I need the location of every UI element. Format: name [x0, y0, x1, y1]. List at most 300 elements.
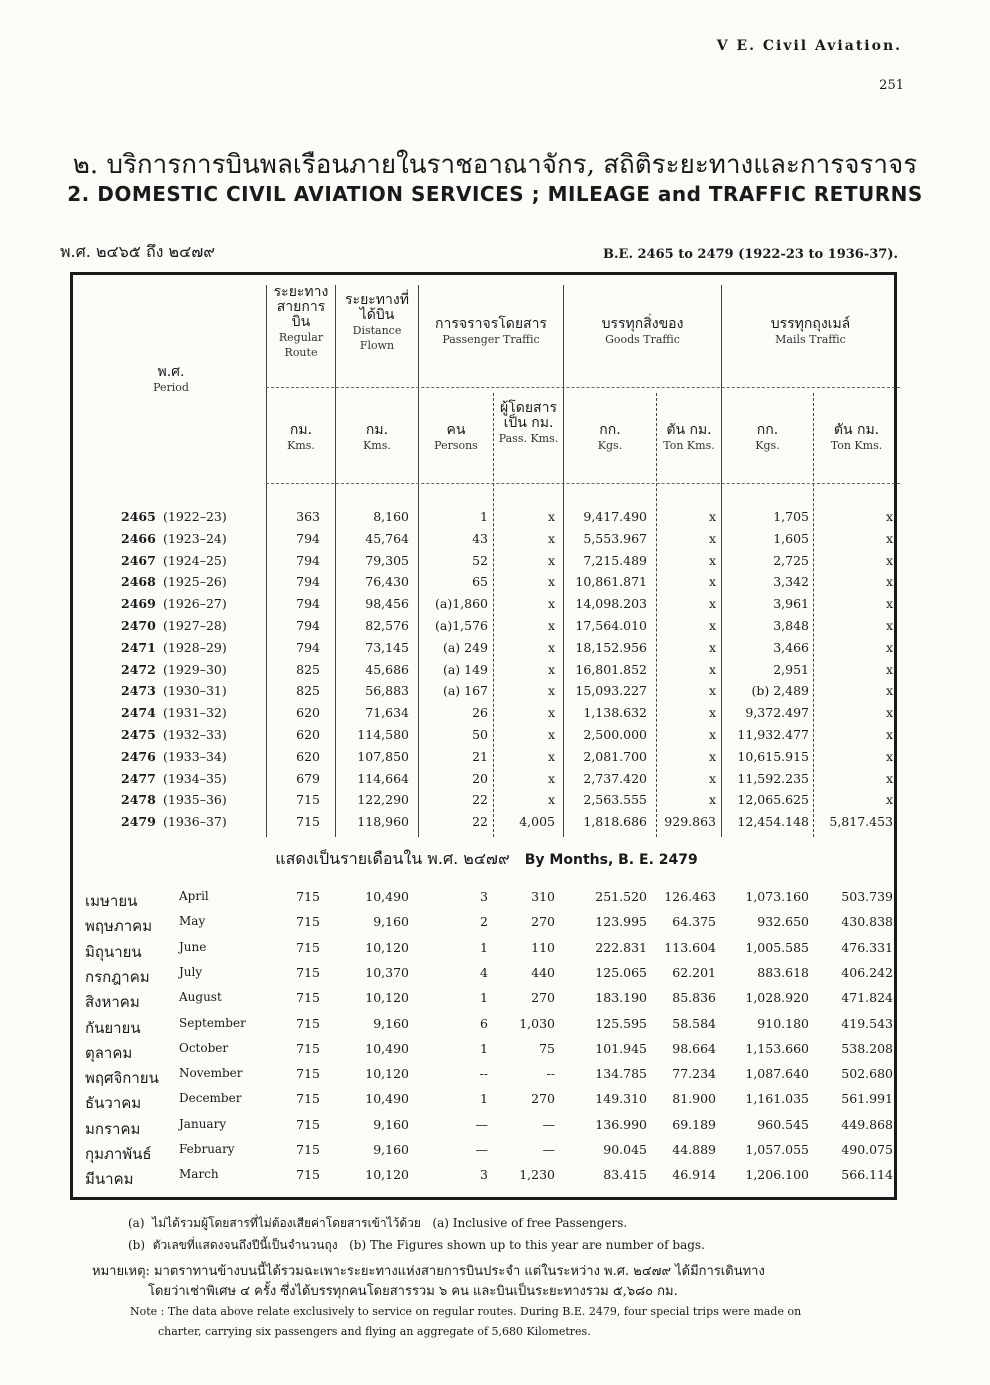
month-row [73, 1142, 900, 1164]
page-number: 251 [879, 78, 904, 93]
cell-route: 679 [296, 770, 320, 786]
cell-persons: 4 [480, 964, 488, 980]
running-head: V E. Civil Aviation. [716, 38, 902, 54]
cell-persons: 1 [480, 990, 488, 1006]
year-be: 2473 [121, 683, 156, 699]
year-row [73, 771, 900, 793]
cell-mails-tkm: 406.242 [841, 964, 893, 980]
cell-goods-tkm: x [708, 552, 716, 568]
cell-persons: 22 [472, 792, 488, 808]
cell-goods-tkm: x [708, 574, 716, 590]
cell-flown: 9,160 [373, 914, 409, 930]
cell-mails-tkm: x [885, 574, 893, 590]
cell-goods-tkm: 44.889 [672, 1142, 716, 1157]
year-be: 2468 [121, 574, 156, 590]
cell-pass-kms: x [547, 792, 555, 808]
month-english: June [179, 939, 207, 954]
year-period: (1931–32) [163, 705, 227, 721]
cell-pass-kms: x [547, 596, 555, 612]
header-goods-traffic: บรรทุกสิ่งของ Goods Traffic [601, 316, 684, 346]
year-period: (1936–37) [163, 814, 227, 830]
cell-route: 715 [296, 792, 320, 808]
cell-goods-kgs: 1,818.686 [583, 814, 647, 830]
unit-goods-ton-kms: ตัน กม. Ton Kms. [663, 422, 715, 452]
cell-flown: 45,764 [365, 530, 409, 546]
month-row [73, 965, 900, 987]
cell-mails-kgs: 1,087.640 [745, 1066, 809, 1082]
year-period: (1925–26) [163, 574, 227, 590]
month-english: August [179, 990, 222, 1005]
cell-mails-kgs: 960.545 [757, 1116, 809, 1132]
cell-pass-kms: 1,030 [519, 1015, 555, 1031]
month-row [73, 1016, 900, 1038]
cell-mails-tkm: x [885, 770, 893, 786]
year-be: 2465 [121, 509, 156, 524]
year-row [73, 662, 900, 684]
cell-goods-kgs: 17,564.010 [575, 618, 647, 633]
cell-flown: 71,634 [365, 705, 409, 721]
year-period: (1924–25) [163, 552, 227, 568]
cell-pass-kms: 270 [531, 990, 555, 1006]
cell-goods-kgs: 5,553.967 [583, 530, 647, 546]
cell-goods-tkm: x [708, 509, 716, 524]
unit-persons: คน Persons [434, 422, 478, 452]
cell-route: 715 [296, 1167, 320, 1183]
cell-persons: (a)1,576 [435, 618, 488, 633]
cell-flown: 98,456 [365, 596, 409, 612]
unit-pass-kms: ผู้โดยสาร เป็น กม. Pass. Kms. [498, 400, 559, 445]
cell-goods-tkm: x [708, 596, 716, 612]
cell-mails-tkm: x [885, 618, 893, 633]
cell-mails-tkm: x [885, 596, 893, 612]
cell-route: 620 [296, 705, 320, 721]
cell-pass-kms: x [547, 683, 555, 699]
cell-route: 794 [296, 618, 320, 633]
cell-goods-kgs: 2,500.000 [583, 727, 647, 742]
cell-pass-kms: x [547, 748, 555, 764]
cell-pass-kms: — [542, 1142, 555, 1157]
cell-goods-tkm: 126.463 [664, 889, 716, 904]
cell-route: 715 [296, 939, 320, 955]
cell-mails-tkm: x [885, 705, 893, 721]
month-row [73, 1066, 900, 1088]
cell-mails-kgs: 11,932.477 [737, 727, 809, 742]
cell-goods-tkm: x [708, 661, 716, 677]
cell-persons: 3 [480, 889, 488, 904]
cell-persons: -- [479, 1066, 488, 1082]
cell-goods-kgs: 2,563.555 [583, 792, 647, 808]
cell-route: 715 [296, 964, 320, 980]
cell-flown: 10,490 [365, 1040, 409, 1056]
year-be: 2475 [121, 727, 156, 742]
month-row [73, 1167, 900, 1189]
year-row [73, 727, 900, 749]
cell-pass-kms: 110 [531, 939, 555, 955]
cell-goods-tkm: 62.201 [672, 964, 716, 980]
cell-goods-kgs: 183.190 [595, 990, 647, 1006]
month-row [73, 1091, 900, 1113]
cell-mails-tkm: x [885, 661, 893, 677]
note-thai-line-1: หมายเหตุ: มาตราทานข้างบนนี้ได้รวมฉะเพาะระยะทางแห่งสายการบินประจำ แต่ในระหว่าง พ.ศ. ๒๔๗๙ ได้มีการเดินทาง [92, 1264, 765, 1279]
cell-flown: 56,883 [365, 683, 409, 699]
statistics-table [70, 272, 897, 1200]
year-be: 2466 [121, 530, 156, 546]
year-row [73, 640, 900, 662]
cell-persons: 2 [480, 914, 488, 930]
cell-flown: 9,160 [373, 1142, 409, 1157]
cell-pass-kms: x [547, 574, 555, 590]
month-row [73, 1117, 900, 1139]
month-row [73, 889, 900, 911]
cell-persons: — [475, 1142, 488, 1157]
cell-persons: — [475, 1116, 488, 1132]
month-row [73, 990, 900, 1012]
cell-goods-kgs: 134.785 [595, 1066, 647, 1082]
cell-goods-kgs: 101.945 [595, 1040, 647, 1056]
month-thai: ตุลาคม [85, 1043, 133, 1062]
note-thai-line-2: โดยว่าเช่าพิเศษ ๔ ครั้ง ซึ่งได้บรรทุกคนโดยสารรวม ๖ คน และบินเป็นระยะทางรวม ๕,๖๘๐ กม. [148, 1284, 678, 1299]
cell-persons: 50 [472, 727, 488, 742]
cell-pass-kms: x [547, 705, 555, 721]
month-thai: สิงหาคม [85, 993, 140, 1012]
cell-flown: 10,120 [365, 939, 409, 955]
year-period: (1922–23) [163, 509, 227, 524]
cell-pass-kms: -- [546, 1066, 555, 1082]
footnote-b: (b) ตัวเลขที่แสดงจนถึงปีนี้เป็นจำนวนถุง (b) The Figures shown up to this year are number of bags. [128, 1238, 705, 1252]
cell-pass-kms: 75 [539, 1040, 555, 1056]
header-distance-flown: ระยะทางที่ ได้บิน Distance Flown [345, 292, 409, 352]
cell-pass-kms: 270 [531, 914, 555, 930]
cell-route: 794 [296, 530, 320, 546]
year-be: 2467 [121, 552, 156, 568]
cell-mails-kgs: 1,153.660 [745, 1040, 809, 1056]
cell-pass-kms: 4,005 [519, 814, 555, 830]
month-row [73, 940, 900, 962]
cell-mails-tkm: 430.838 [841, 914, 893, 930]
cell-goods-kgs: 251.520 [595, 889, 647, 904]
cell-mails-tkm: 566.114 [841, 1167, 893, 1183]
cell-route: 715 [296, 1142, 320, 1157]
month-row [73, 1041, 900, 1063]
cell-mails-kgs: 1,161.035 [745, 1091, 809, 1107]
cell-persons: 1 [480, 509, 488, 524]
year-row [73, 792, 900, 814]
cell-mails-kgs: (b) 2,489 [751, 683, 809, 699]
cell-mails-kgs: 1,073.160 [745, 889, 809, 904]
month-thai: เมษายน [85, 892, 138, 910]
cell-mails-kgs: 12,065.625 [737, 792, 809, 808]
cell-mails-tkm: x [885, 639, 893, 655]
cell-route: 715 [296, 990, 320, 1006]
cell-persons: 20 [472, 770, 488, 786]
cell-flown: 73,145 [365, 639, 409, 655]
month-english: May [179, 914, 206, 929]
note-english-line-1: Note : The data above relate exclusively to service on regular routes. During B.E. 2479, four special trips were made on [130, 1305, 802, 1318]
title-thai: ๒. บริการการบินพลเรือนภายในราชอาณาจักร, สถิติระยะทางและการจราจร [72, 150, 918, 180]
year-row [73, 596, 900, 618]
cell-route: 715 [296, 1066, 320, 1082]
cell-mails-kgs: 2,725 [773, 552, 809, 568]
cell-goods-kgs: 125.595 [595, 1015, 647, 1031]
month-thai: ธันวาคม [85, 1094, 142, 1113]
cell-persons: (a) 249 [442, 639, 488, 655]
cell-goods-kgs: 123.995 [595, 914, 647, 930]
cell-goods-kgs: 1,138.632 [583, 705, 647, 721]
month-english: February [179, 1142, 235, 1156]
year-be: 2477 [121, 770, 156, 786]
cell-mails-tkm: x [885, 748, 893, 764]
cell-mails-kgs: 1,057.055 [745, 1142, 809, 1157]
month-thai: มกราคม [85, 1119, 141, 1138]
cell-goods-kgs: 15,093.227 [575, 683, 647, 699]
cell-mails-tkm: x [885, 509, 893, 524]
year-be: 2469 [121, 596, 156, 612]
year-period: (1933–34) [163, 748, 227, 764]
cell-route: 715 [296, 1040, 320, 1056]
cell-mails-kgs: 10,615.915 [737, 748, 809, 764]
cell-mails-tkm: 471.824 [841, 990, 893, 1006]
cell-goods-tkm: 64.375 [672, 914, 716, 930]
cell-goods-tkm: x [708, 792, 716, 808]
cell-goods-kgs: 14,098.203 [575, 596, 647, 612]
year-row [73, 531, 900, 553]
cell-pass-kms: x [547, 509, 555, 524]
period-thai: พ.ศ. ๒๔๖๕ ถึง ๒๔๗๙ [60, 242, 215, 261]
cell-goods-tkm: 929.863 [664, 814, 716, 830]
cell-mails-kgs: 3,342 [773, 574, 809, 590]
title-english: 2. DOMESTIC CIVIL AVIATION SERVICES ; MILEAGE and TRAFFIC RETURNS [67, 182, 923, 206]
month-row [73, 914, 900, 936]
cell-pass-kms: — [542, 1116, 555, 1132]
cell-goods-kgs: 136.990 [595, 1116, 647, 1132]
cell-goods-kgs: 16,801.852 [575, 661, 647, 677]
header-period: พ.ศ. Period [153, 364, 189, 394]
unit-route: กม. Kms. [287, 422, 315, 452]
cell-flown: 122,290 [357, 792, 409, 808]
cell-persons: 22 [472, 814, 488, 830]
month-thai: กันยายน [85, 1018, 141, 1037]
months-caption [73, 847, 900, 872]
footnote-a: (a) ไม่ได้รวมผู้โดยสารที่ไม่ต้องเสียค่าโดยสารเข้าไว้ด้วย (a) Inclusive of free Passengers. [128, 1216, 628, 1230]
footnotes [128, 1212, 705, 1256]
cell-flown: 10,490 [365, 889, 409, 904]
year-period: (1923–24) [163, 530, 227, 546]
cell-persons: 1 [480, 939, 488, 955]
cell-persons: 43 [472, 530, 488, 546]
cell-pass-kms: 270 [531, 1091, 555, 1107]
cell-pass-kms: x [547, 618, 555, 633]
cell-mails-kgs: 883.618 [757, 964, 809, 980]
cell-mails-tkm: x [885, 552, 893, 568]
cell-pass-kms: x [547, 727, 555, 742]
cell-goods-tkm: x [708, 639, 716, 655]
cell-mails-kgs: 932.650 [757, 914, 809, 930]
year-period: (1929–30) [163, 661, 227, 677]
unit-mails-ton-kms: ตัน กม. Ton Kms. [830, 422, 883, 452]
cell-route: 794 [296, 596, 320, 612]
note [92, 1262, 922, 1342]
cell-goods-tkm: x [708, 727, 716, 742]
cell-goods-kgs: 149.310 [595, 1091, 647, 1107]
cell-mails-tkm: 476.331 [841, 939, 893, 955]
cell-goods-tkm: x [708, 748, 716, 764]
cell-pass-kms: x [547, 770, 555, 786]
cell-pass-kms: x [547, 552, 555, 568]
unit-mails-kgs: กก. Kgs. [755, 422, 780, 452]
cell-goods-tkm: x [708, 705, 716, 721]
cell-flown: 9,160 [373, 1116, 409, 1132]
month-thai: มีนาคม [85, 1170, 134, 1189]
cell-persons: 26 [472, 705, 488, 721]
year-row [73, 705, 900, 727]
cell-goods-tkm: 77.234 [672, 1066, 716, 1082]
month-english: March [179, 1167, 219, 1182]
cell-mails-kgs: 3,848 [773, 618, 809, 633]
month-thai: มิถุนายน [85, 942, 142, 961]
cell-route: 825 [296, 661, 320, 677]
cell-mails-tkm: 5,817.453 [829, 814, 893, 830]
cell-mails-kgs: 12,454.148 [737, 814, 809, 830]
header-passenger-traffic: การจราจรโดยสาร Passenger Traffic [435, 316, 547, 346]
cell-mails-tkm: 502.680 [841, 1066, 893, 1082]
cell-goods-tkm: x [708, 618, 716, 633]
cell-mails-kgs: 3,466 [773, 639, 809, 655]
cell-mails-tkm: 538.208 [841, 1040, 893, 1056]
cell-persons: 65 [472, 574, 488, 590]
month-english: January [179, 1116, 227, 1131]
cell-route: 715 [296, 1015, 320, 1031]
cell-goods-tkm: 98.664 [672, 1040, 716, 1056]
cell-mails-tkm: 503.739 [841, 889, 893, 904]
cell-route: 794 [296, 552, 320, 568]
cell-persons: 1 [480, 1040, 488, 1056]
cell-goods-tkm: x [708, 530, 716, 546]
cell-mails-tkm: x [885, 683, 893, 699]
month-thai: พฤษภาคม [85, 917, 153, 936]
month-english: April [179, 889, 209, 903]
cell-mails-tkm: x [885, 530, 893, 546]
year-be: 2474 [121, 705, 156, 721]
year-row [73, 574, 900, 596]
cell-route: 715 [296, 814, 320, 830]
year-period: (1930–31) [163, 683, 227, 699]
cell-goods-tkm: x [708, 770, 716, 786]
year-be: 2471 [121, 639, 156, 655]
cell-goods-kgs: 7,215.489 [583, 552, 647, 568]
cell-goods-tkm: 81.900 [672, 1091, 716, 1107]
period-english: B.E. 2465 to 2479 (1922-23 to 1936-37). [603, 247, 898, 262]
cell-goods-tkm: x [708, 683, 716, 699]
year-be: 2479 [121, 814, 156, 830]
cell-flown: 10,490 [365, 1091, 409, 1107]
cell-route: 715 [296, 889, 320, 904]
year-row [73, 553, 900, 575]
year-be: 2470 [121, 618, 156, 633]
months-caption-english: By Months, B. E. 2479 [524, 852, 698, 868]
cell-persons: 1 [480, 1091, 488, 1107]
cell-flown: 82,576 [365, 618, 409, 633]
cell-flown: 79,305 [365, 552, 409, 568]
cell-goods-kgs: 222.831 [595, 939, 647, 955]
cell-flown: 10,120 [365, 1167, 409, 1183]
cell-mails-kgs: 2,951 [773, 661, 809, 677]
cell-goods-tkm: 58.584 [672, 1015, 716, 1031]
cell-flown: 8,160 [373, 509, 409, 524]
cell-goods-tkm: 69.189 [672, 1116, 716, 1132]
cell-goods-kgs: 83.415 [603, 1167, 647, 1183]
cell-mails-tkm: x [885, 792, 893, 808]
cell-route: 715 [296, 1116, 320, 1132]
unit-flown: กม. Kms. [363, 422, 391, 452]
header-mails-traffic: บรรทุกถุงเมล์ Mails Traffic [770, 316, 851, 346]
cell-pass-kms: x [547, 530, 555, 546]
cell-mails-kgs: 1,005.585 [745, 939, 809, 955]
cell-route: 715 [296, 1091, 320, 1107]
cell-pass-kms: 310 [531, 889, 555, 904]
cell-pass-kms: 440 [531, 964, 555, 980]
year-be: 2478 [121, 792, 156, 808]
cell-mails-tkm: x [885, 727, 893, 742]
year-row [73, 683, 900, 705]
year-period: (1926–27) [163, 596, 227, 612]
month-english: October [179, 1040, 229, 1055]
month-thai: กรกฎาคม [85, 967, 150, 986]
unit-goods-kgs: กก. Kgs. [597, 422, 623, 452]
year-period: (1932–33) [163, 727, 227, 742]
cell-route: 620 [296, 748, 320, 764]
cell-mails-kgs: 11,592.235 [737, 770, 809, 786]
cell-mails-kgs: 910.180 [757, 1015, 809, 1031]
cell-persons: (a) 149 [442, 661, 488, 677]
cell-flown: 45,686 [365, 661, 409, 677]
cell-goods-kgs: 10,861.871 [575, 574, 647, 590]
cell-flown: 107,850 [357, 748, 409, 764]
cell-mails-kgs: 3,961 [773, 596, 809, 612]
cell-persons: 3 [480, 1167, 488, 1183]
cell-goods-tkm: 113.604 [664, 939, 716, 955]
year-row [73, 814, 900, 836]
month-english: November [179, 1066, 243, 1081]
cell-flown: 10,120 [365, 1066, 409, 1082]
month-english: September [179, 1015, 246, 1030]
cell-goods-kgs: 2,081.700 [583, 748, 647, 764]
cell-goods-kgs: 18,152.956 [575, 639, 647, 655]
year-row [73, 749, 900, 771]
cell-route: 794 [296, 639, 320, 655]
cell-goods-kgs: 125.065 [595, 964, 647, 980]
cell-goods-kgs: 90.045 [603, 1142, 647, 1157]
year-period: (1934–35) [163, 770, 227, 786]
cell-persons: 52 [472, 552, 488, 568]
cell-flown: 10,370 [365, 964, 409, 980]
cell-pass-kms: 1,230 [519, 1167, 555, 1183]
year-be: 2472 [121, 661, 156, 677]
cell-mails-tkm: 449.868 [841, 1116, 893, 1132]
cell-mails-tkm: 490.075 [841, 1142, 893, 1157]
cell-flown: 114,580 [357, 727, 409, 742]
cell-goods-kgs: 9,417.490 [583, 509, 647, 524]
cell-route: 715 [296, 914, 320, 930]
cell-mails-tkm: 561.991 [841, 1091, 893, 1107]
cell-mails-kgs: 1,206.100 [745, 1167, 809, 1183]
cell-persons: (a) 167 [442, 683, 488, 699]
cell-route: 363 [296, 509, 320, 524]
year-period: (1935–36) [163, 792, 227, 808]
cell-persons: (a)1,860 [435, 596, 488, 612]
year-period: (1927–28) [163, 618, 227, 633]
year-period: (1928–29) [163, 639, 227, 655]
cell-mails-kgs: 9,372.497 [745, 705, 809, 721]
